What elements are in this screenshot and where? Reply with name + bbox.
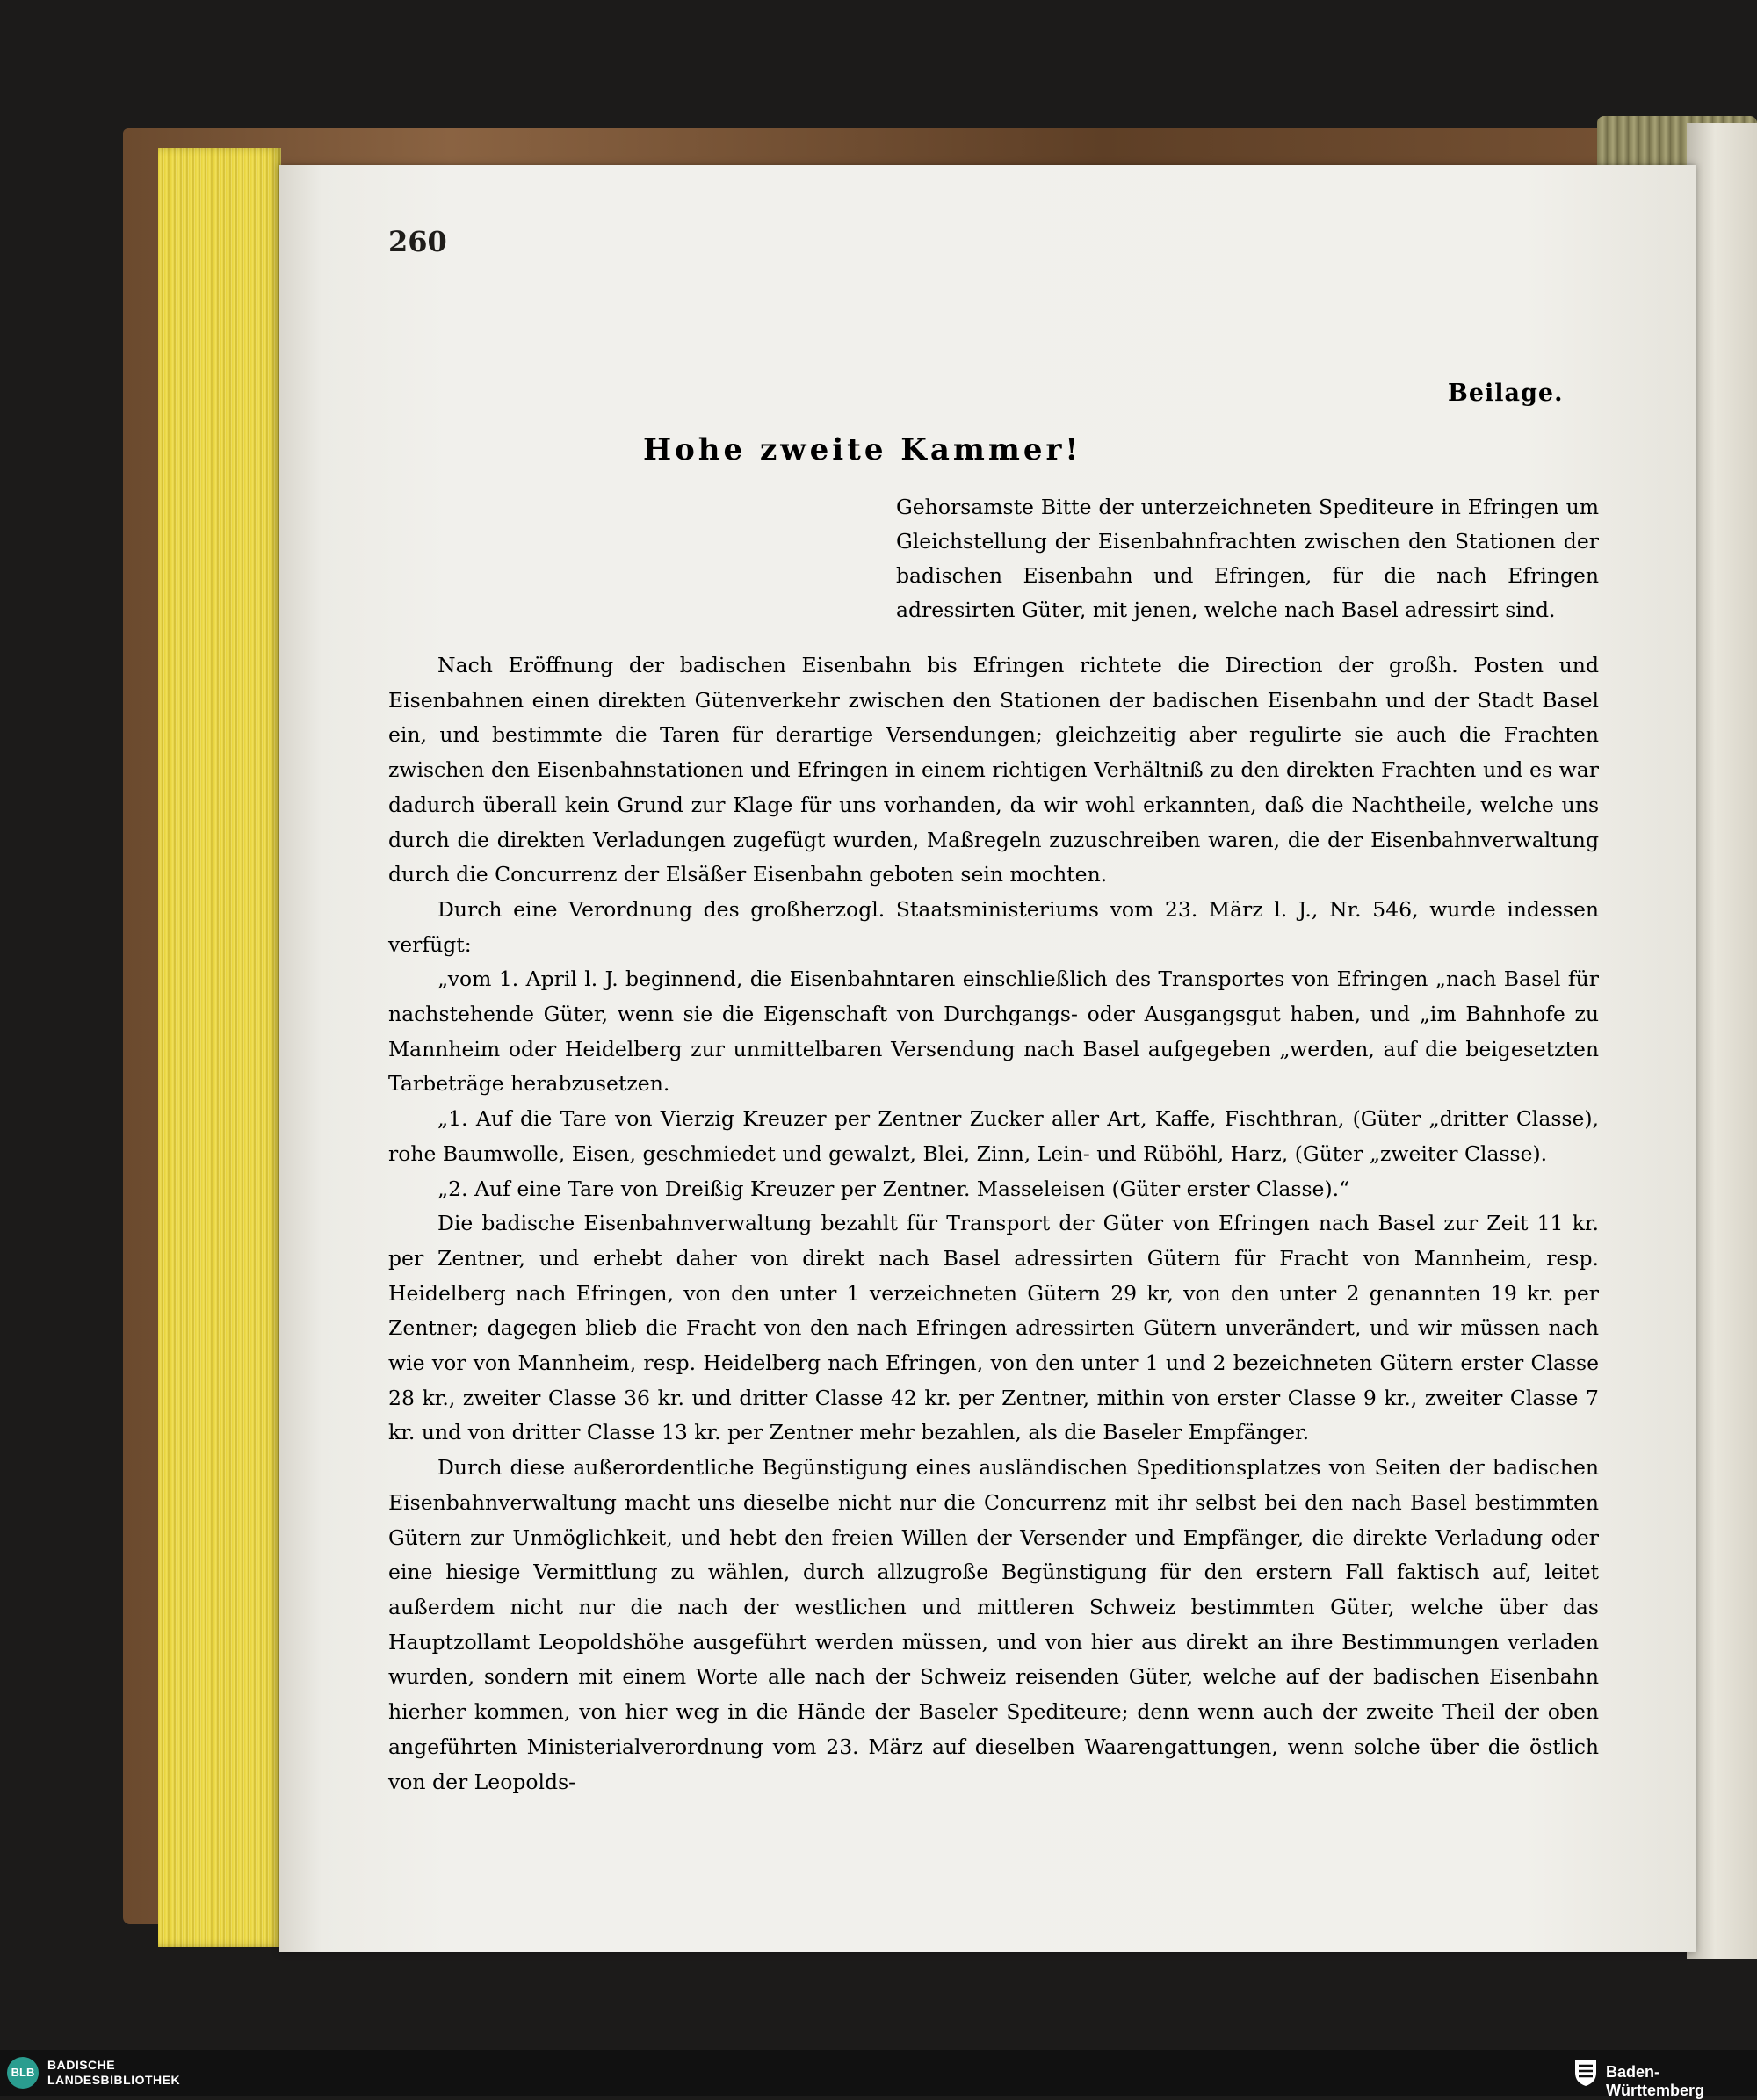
body-text <box>388 648 1599 1799</box>
library-name-line2: LANDESBIBLIOTHEK <box>47 2073 181 2087</box>
footer-bar <box>0 2050 1757 2099</box>
petition-subtitle: Gehorsamste Bitte der unterzeichneten Spediteure in Efringen um Gleichstellung der Eisenbahnfrachten zwischen den Stationen der badischen Eisenbahn und Efringen, für die nach Efringen adressirten Güter, mit jenen, welche nach Basel adressirt sind. <box>896 495 1599 622</box>
paragraph: Die badische Eisenbahnverwaltung bezahlt für Transport der Güter von Efringen nach Basel zur Zeit 11 kr. per Zentner, und erhebt daher von direkt nach Basel adressirten Gütern für Fracht von Mannheim, resp. Heidelberg nach Efringen, von den unter 1 verzeichneten Gütern 29 kr, von den unter 2 genannten 19 kr. per Zentner; dagegen blieb die Fracht von den nach Efringen adressirten Gütern unverändert, und wir müssen nach wie vor von Mannheim, resp. Heidelberg nach Efringen, von den unter 1 und 2 bezeichneten Gütern erster Classe 28 kr., zweiter Classe 36 kr. und dritter Classe 42 kr. per Zentner, mithin von erster Classe 9 kr., zweiter Classe 7 kr. und von dritter Classe 13 kr. per Zentner mehr bezahlen, als die Baseler Empfänger. <box>388 1211 1599 1445</box>
quote-paragraph: „2. Auf eine Tare von Dreißig Kreuzer per Zentner. Masseleisen (Güter erster Classe).“ <box>437 1176 1350 1201</box>
appendix-label: Beilage. <box>1448 380 1564 407</box>
page-number: 260 <box>388 225 447 258</box>
paragraph: Nach Eröffnung der badischen Eisenbahn bis Efringen richtete die Direction der großh. Posten und Eisenbahnen einen direkten Gütenverkehr zwischen den Stationen der badischen Eisenbahn und der Stadt Basel ein, und bestimmte die Taren für derartige Versendungen; gleichzeitig aber regulirte sie auch die Frachten zwischen den Eisenbahnstationen und Efringen in einem richtigen Verhältniß zu den direkten Frachten und es war dadurch überall kein Grund zur Klage für uns vorhanden, da wir wohl erkannten, daß die Nachtheile, welche uns durch die direkten Verladungen zugefügt wurden, Maßregeln zuzuschreiben waren, die der Eisenbahnverwaltung durch die Concurrenz der Elsäßer Eisenbahn geboten sein mochten. <box>388 653 1599 887</box>
blb-logo-icon[interactable]: BLB <box>7 2057 39 2089</box>
quote-paragraph: „vom 1. April l. J. beginnend, die Eisenbahntaren einschließlich des Transportes von Efringen „nach Basel für nachstehende Güter, wenn sie die Eigenschaft von Durchgangs- oder Ausgangsgut haben, und „im Bahnhofe zu Mannheim oder Heidelberg zur unmittelbaren Versendung nach Basel aufgegeben „werden, auf die beigesetzten Tarbeträge herabzusetzen. <box>388 967 1599 1097</box>
library-name-line1: BADISCHE <box>47 2058 116 2072</box>
paragraph: Durch eine Verordnung des großherzogl. Staatsministeriums vom 23. März l. J., Nr. 546, wurde indessen verfügt: <box>388 896 1599 957</box>
state-name[interactable]: Baden-Württemberg <box>1606 2063 1704 2099</box>
book-gutter <box>1687 123 1757 1959</box>
paragraph: Durch diese außerordentliche Begünstigung eines ausländischen Speditionsplatzes von Seiten der badischen Eisenbahnverwaltung macht uns dieselbe nicht nur die Concurrenz mit ihr selbst bei den nach Basel bestimmten Gütern zur Unmöglichkeit, und hebt den freien Willen der Versender und Empfänger, die direkte Verladung oder eine hiesige Vermittlung zu wählen, durch allzugroße Begünstigung für den erstern Fall faktisch auf, leitet außerdem nicht nur die nach der westlichen und mittleren Schweiz bestimmten Güter, welche über das Hauptzollamt Leopoldshöhe ausgeführt werden müssen, und von hier aus direkt an ihre Bestimmungen verladen wurden, sondern mit einem Worte alle nach der Schweiz reisenden Güter, welche auf der badischen Eisenbahn hierher kommen, von hier weg in die Hände der Baseler Spediteure; denn wenn auch der zweite Theil der oben angeführten Ministerialverordnung vom 23. März auf dieselben Waarengattungen, wenn solche über die östlich von der Leopolds- <box>388 1455 1599 1794</box>
quote-paragraph: „1. Auf die Tare von Vierzig Kreuzer per Zentner Zucker aller Art, Kaffe, Fischthran, (Güter „dritter Classe), rohe Baumwolle, Eisen, geschmiedet und gewalzt, Blei, Zinn, Lein- und Rüböhl, Harz, (Güter „zweiter Classe). <box>388 1106 1599 1166</box>
document-headline: Hohe zweite Kammer! <box>643 432 1082 467</box>
page-edges <box>158 148 281 1947</box>
library-name <box>47 2058 180 2088</box>
coat-of-arms-icon <box>1573 2059 1599 2087</box>
